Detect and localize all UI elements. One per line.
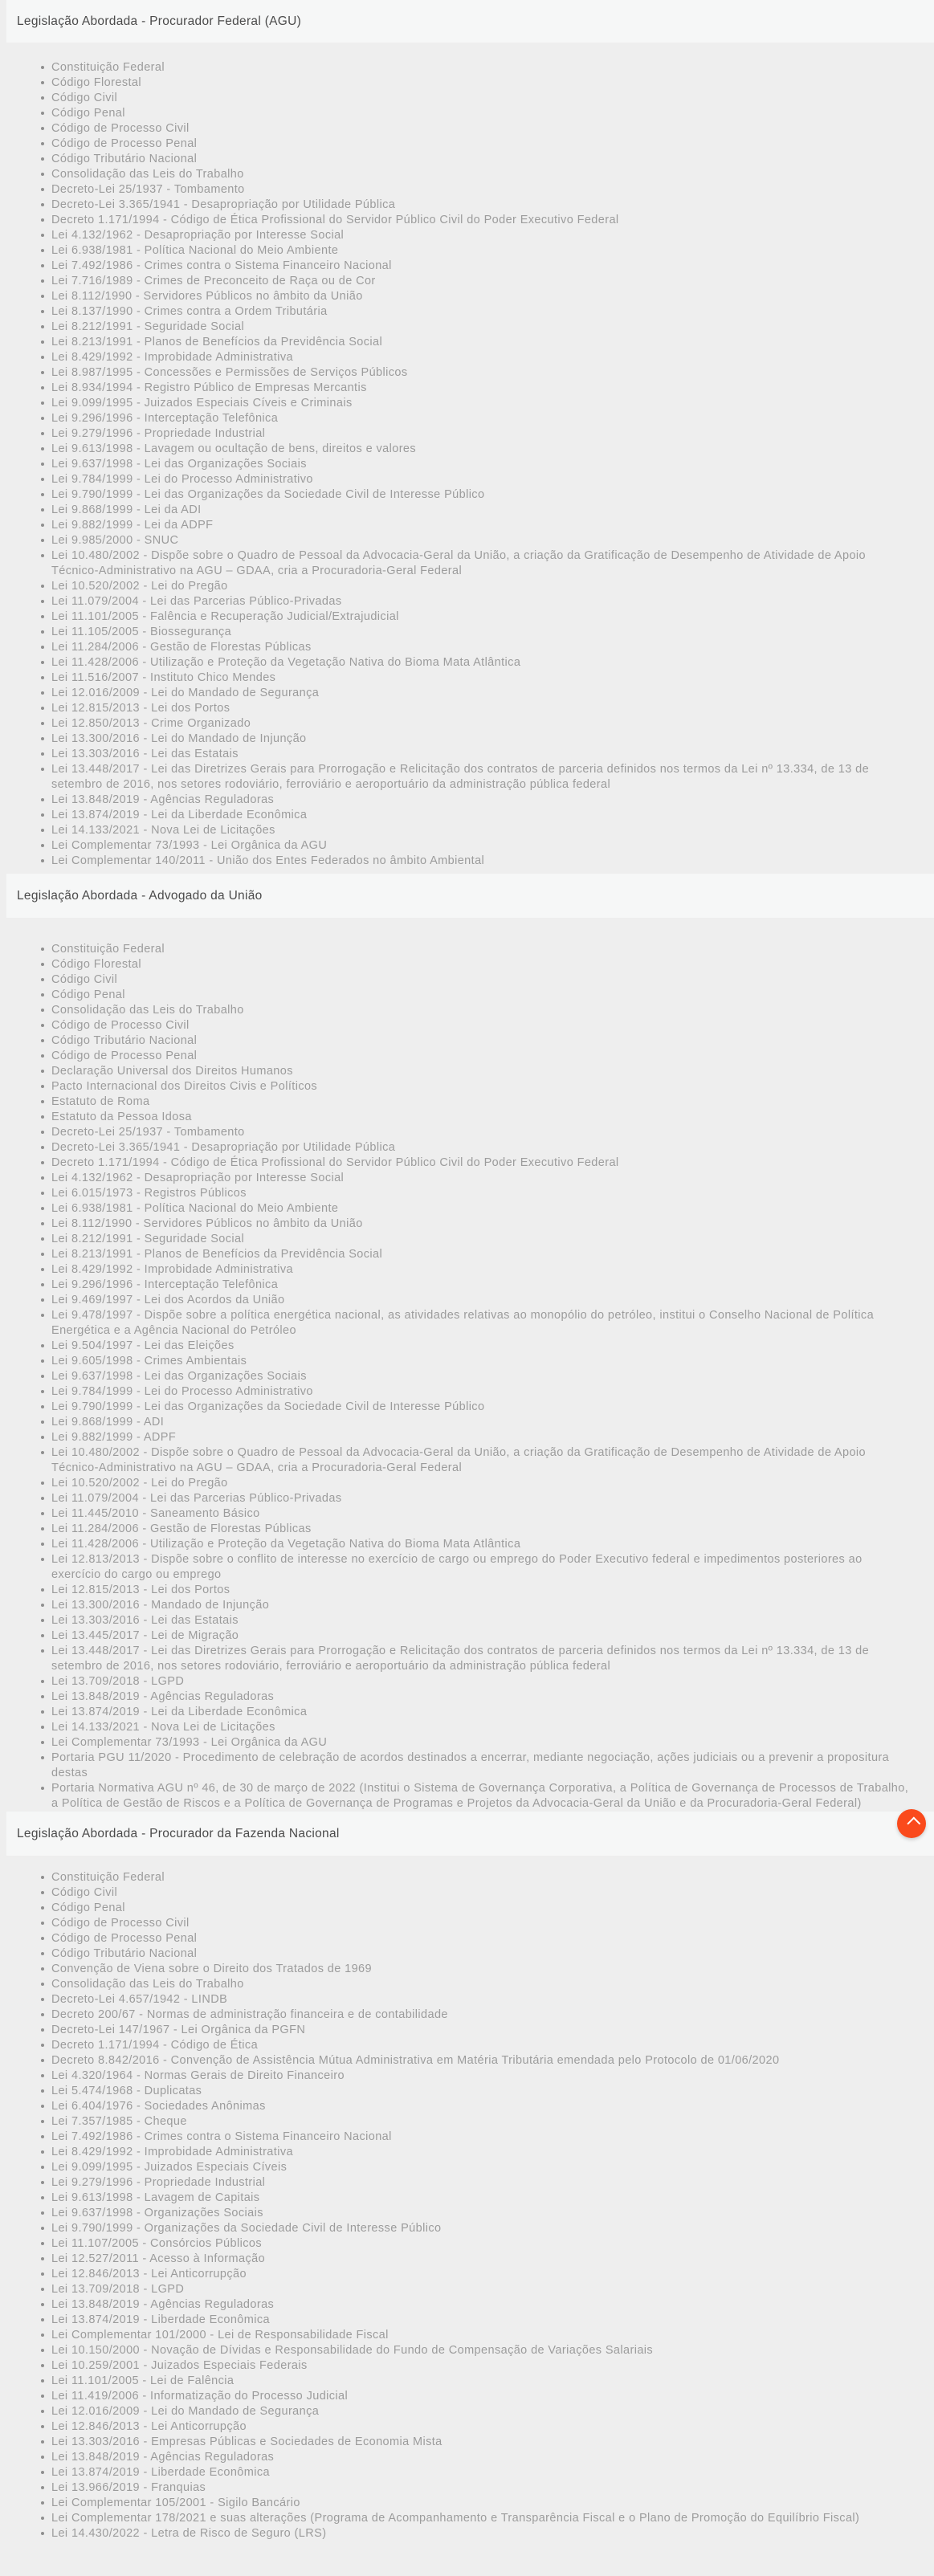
- law-list-item: Lei 13.445/2017 - Lei de Migração: [51, 1628, 912, 1644]
- law-list-item: Lei Complementar 73/1993 - Lei Orgânica da AGU: [51, 838, 912, 854]
- law-list-item: Lei 9.504/1997 - Lei das Eleições: [51, 1339, 912, 1354]
- law-list-advogado-da-uniao: [0, 918, 934, 1812]
- law-list-item: Lei 11.079/2004 - Lei das Parcerias Público-Privadas: [51, 1491, 912, 1506]
- law-list-item: Lei 11.445/2010 - Saneamento Básico: [51, 1506, 912, 1522]
- law-list-item: Lei 10.150/2000 - Novação de Dívidas e Responsabilidade do Fundo de Compensação de Variações Salariais: [51, 2343, 912, 2358]
- section-header-procurador-federal-agu[interactable]: [6, 0, 934, 43]
- law-list-item: Declaração Universal dos Direitos Humanos: [51, 1064, 912, 1079]
- law-list-item: Lei 13.709/2018 - LGPD: [51, 1674, 912, 1689]
- law-list-item: Lei 11.284/2006 - Gestão de Florestas Públicas: [51, 640, 912, 655]
- law-list-item: Código de Processo Civil: [51, 1916, 912, 1931]
- law-list-item: Pacto Internacional dos Direitos Civis e Políticos: [51, 1079, 912, 1094]
- law-list-item: Lei 9.296/1996 - Interceptação Telefônica: [51, 411, 912, 426]
- law-list-item: Código Florestal: [51, 75, 912, 91]
- law-list-item: Lei 13.303/2016 - Empresas Públicas e Sociedades de Economia Mista: [51, 2435, 912, 2450]
- scroll-to-top-button[interactable]: [897, 1809, 926, 1838]
- law-list-item: Lei 11.101/2005 - Falência e Recuperação Judicial/Extrajudicial: [51, 609, 912, 625]
- law-list-item: Código Civil: [51, 972, 912, 988]
- law-list-item: Lei 12.813/2013 - Dispõe sobre o conflito de interesse no exercício de cargo ou emprego do Poder Executivo federal e impedimentos posteriores ao exercício do cargo ou emprego: [51, 1552, 912, 1583]
- law-list-procurador-federal-agu: [0, 43, 934, 874]
- law-list-item: Decreto-Lei 147/1967 - Lei Orgânica da PGFN: [51, 2023, 912, 2038]
- law-list-item: Lei 9.637/1998 - Lei das Organizações Sociais: [51, 457, 912, 472]
- law-list-item: Lei 6.938/1981 - Política Nacional do Meio Ambiente: [51, 243, 912, 259]
- law-list-item: Código Penal: [51, 1901, 912, 1916]
- law-list-item: Lei 13.303/2016 - Lei das Estatais: [51, 1613, 912, 1628]
- law-list-item: Lei 9.985/2000 - SNUC: [51, 533, 912, 548]
- law-list-item: Lei 10.259/2001 - Juizados Especiais Federais: [51, 2358, 912, 2374]
- law-list-item: Lei 9.099/1995 - Juizados Especiais Cíveis: [51, 2160, 912, 2175]
- law-list-item: Lei 12.846/2013 - Lei Anticorrupção: [51, 2419, 912, 2435]
- law-list-item: Consolidação das Leis do Trabalho: [51, 1003, 912, 1018]
- law-list-item: Decreto 1.171/1994 - Código de Ética Profissional do Servidor Público Civil do Poder Executivo Federal: [51, 1156, 912, 1171]
- law-list-item: Código de Processo Civil: [51, 121, 912, 137]
- law-list-item: Código Civil: [51, 1885, 912, 1901]
- law-list-item: Lei 10.520/2002 - Lei do Pregão: [51, 1476, 912, 1491]
- law-list-item: Portaria Normativa AGU nº 46, de 30 de março de 2022 (Institui o Sistema de Governança Corporativa, a Política de Governança de Processos de Trabalho, a Política de Gestão de Riscos e a Política de Governança de Programas e Projetos da Advocacia-Geral da União e da Procuradoria-Geral Federal): [51, 1781, 912, 1812]
- law-list-item: Código Florestal: [51, 957, 912, 972]
- law-list-item: Constituição Federal: [51, 1870, 912, 1885]
- law-list-item: Lei 9.784/1999 - Lei do Processo Administrativo: [51, 1384, 912, 1400]
- law-list-item: Lei 11.428/2006 - Utilização e Proteção da Vegetação Nativa do Bioma Mata Atlântica: [51, 1537, 912, 1552]
- law-list-item: Lei 8.213/1991 - Planos de Benefícios da Previdência Social: [51, 1247, 912, 1262]
- law-list-item: Lei 8.934/1994 - Registro Público de Empresas Mercantis: [51, 381, 912, 396]
- law-list-item: Lei 9.099/1995 - Juizados Especiais Cíveis e Criminais: [51, 396, 912, 411]
- section-advogado-da-uniao: [0, 874, 934, 1812]
- law-list-item: Lei 6.938/1981 - Política Nacional do Meio Ambiente: [51, 1201, 912, 1217]
- law-list-item: Código de Processo Civil: [51, 1018, 912, 1033]
- law-list-item: Decreto-Lei 25/1937 - Tombamento: [51, 182, 912, 198]
- section-title: Legislação Abordada - Advogado da União: [17, 888, 263, 903]
- section-header-advogado-da-uniao[interactable]: [6, 874, 934, 918]
- law-list-item: Lei 9.637/1998 - Organizações Sociais: [51, 2206, 912, 2221]
- law-list-item: Lei 12.016/2009 - Lei do Mandado de Segurança: [51, 686, 912, 701]
- law-list-item: Convenção de Viena sobre o Direito dos Tratados de 1969: [51, 1962, 912, 1977]
- law-list-item: Lei 13.303/2016 - Lei das Estatais: [51, 747, 912, 762]
- law-list-item: Lei 10.480/2002 - Dispõe sobre o Quadro de Pessoal da Advocacia-Geral da União, a criação da Gratificação de Desempenho de Atividade de Apoio Técnico-Administrativo na AGU – GDAA, cria a Procuradoria-Geral Federal: [51, 548, 912, 579]
- law-list-item: Lei 11.284/2006 - Gestão de Florestas Públicas: [51, 1522, 912, 1537]
- law-list-item: Lei 8.987/1995 - Concessões e Permissões de Serviços Públicos: [51, 365, 912, 381]
- law-list-item: Lei 12.016/2009 - Lei do Mandado de Segurança: [51, 2404, 912, 2419]
- section-title: Legislação Abordada - Procurador Federal (AGU): [17, 14, 302, 28]
- law-list-item: Lei 9.469/1997 - Lei dos Acordos da União: [51, 1293, 912, 1308]
- law-list-item: Lei 13.874/2019 - Lei da Liberdade Econômica: [51, 1705, 912, 1720]
- law-list-item: Lei 9.478/1997 - Dispõe sobre a política energética nacional, as atividades relativas ao monopólio do petróleo, institui o Conselho Nacional de Política Energética e a Agência Nacional do Petróleo: [51, 1308, 912, 1339]
- law-list-item: Lei 13.848/2019 - Agências Reguladoras: [51, 1689, 912, 1705]
- law-list-item: Código Tributário Nacional: [51, 1946, 912, 1962]
- law-list-item: Lei 9.605/1998 - Crimes Ambientais: [51, 1354, 912, 1369]
- law-list-item: Estatuto da Pessoa Idosa: [51, 1110, 912, 1125]
- law-list-item: Decreto-Lei 3.365/1941 - Desapropriação por Utilidade Pública: [51, 198, 912, 213]
- law-list-item: Código Tributário Nacional: [51, 1033, 912, 1049]
- law-list-item: Código de Processo Penal: [51, 1049, 912, 1064]
- law-list-item: Lei 9.279/1996 - Propriedade Industrial: [51, 426, 912, 442]
- law-list-item: Lei 13.848/2019 - Agências Reguladoras: [51, 2297, 912, 2313]
- law-list-item: Lei Complementar 101/2000 - Lei de Responsabilidade Fiscal: [51, 2328, 912, 2343]
- law-list-item: Lei 9.790/1999 - Lei das Organizações da Sociedade Civil de Interesse Público: [51, 1400, 912, 1415]
- law-list-item: Decreto 1.171/1994 - Código de Ética: [51, 2038, 912, 2053]
- law-list-item: Lei 12.527/2011 - Acesso à Informação: [51, 2252, 912, 2267]
- law-list-item: Lei 10.520/2002 - Lei do Pregão: [51, 579, 912, 594]
- law-list-item: Lei 4.132/1962 - Desapropriação por Interesse Social: [51, 1171, 912, 1186]
- section-procurador-federal-agu: [0, 0, 934, 874]
- law-list-item: Código de Processo Penal: [51, 1931, 912, 1946]
- law-list-item: Lei 11.107/2005 - Consórcios Públicos: [51, 2236, 912, 2252]
- law-list-item: Lei 11.428/2006 - Utilização e Proteção da Vegetação Nativa do Bioma Mata Atlântica: [51, 655, 912, 670]
- law-list-item: Lei 13.300/2016 - Lei do Mandado de Injunção: [51, 732, 912, 747]
- law-list-item: Lei 13.848/2019 - Agências Reguladoras: [51, 793, 912, 808]
- law-list-item: Lei 8.212/1991 - Seguridade Social: [51, 1232, 912, 1247]
- law-list-item: Código de Processo Penal: [51, 137, 912, 152]
- law-list-item: Lei 8.212/1991 - Seguridade Social: [51, 320, 912, 335]
- law-list-item: Lei 11.079/2004 - Lei das Parcerias Público-Privadas: [51, 594, 912, 609]
- law-list-item: Lei 11.105/2005 - Biossegurança: [51, 625, 912, 640]
- section-procurador-da-fazenda-nacional: [0, 1812, 934, 2545]
- law-list-procurador-da-fazenda-nacional: [0, 1856, 934, 2545]
- law-list-item: Lei 8.137/1990 - Crimes contra a Ordem Tributária: [51, 304, 912, 320]
- law-list-item: Lei 9.613/1998 - Lavagem de Capitais: [51, 2191, 912, 2206]
- chevron-up-icon: [907, 1817, 920, 1831]
- law-list-item: Lei 7.492/1986 - Crimes contra o Sistema Financeiro Nacional: [51, 2130, 912, 2145]
- law-list-item: Lei 9.882/1999 - Lei da ADPF: [51, 518, 912, 533]
- law-list-item: Constituição Federal: [51, 942, 912, 957]
- law-list-item: Código Penal: [51, 988, 912, 1003]
- law-list-item: Lei 7.492/1986 - Crimes contra o Sistema Financeiro Nacional: [51, 259, 912, 274]
- law-list-item: Decreto 1.171/1994 - Código de Ética Profissional do Servidor Público Civil do Poder Executivo Federal: [51, 213, 912, 228]
- law-list-item: Lei 12.815/2013 - Lei dos Portos: [51, 1583, 912, 1598]
- law-list-item: Lei 6.404/1976 - Sociedades Anônimas: [51, 2099, 912, 2114]
- law-list-item: Lei 7.716/1989 - Crimes de Preconceito de Raça ou de Cor: [51, 274, 912, 289]
- law-list-item: Lei 9.790/1999 - Organizações da Sociedade Civil de Interesse Público: [51, 2221, 912, 2236]
- law-list-item: Lei 13.448/2017 - Lei das Diretrizes Gerais para Prorrogação e Relicitação dos contratos de parceria definidos nos termos da Lei nº 13.334, de 13 de setembro de 2016, nos setores rodoviário, ferroviário e aeroportuário da administração pública federal: [51, 762, 912, 793]
- law-list-item: Consolidação das Leis do Trabalho: [51, 167, 912, 182]
- law-list-item: Lei 9.296/1996 - Interceptação Telefônica: [51, 1278, 912, 1293]
- law-list-item: Lei 9.882/1999 - ADPF: [51, 1430, 912, 1445]
- law-list-item: Lei 13.874/2019 - Liberdade Econômica: [51, 2313, 912, 2328]
- law-list-item: Lei 10.480/2002 - Dispõe sobre o Quadro de Pessoal da Advocacia-Geral da União, a criação da Gratificação de Desempenho de Atividade de Apoio Técnico-Administrativo na AGU – GDAA, cria a Procuradoria-Geral Federal: [51, 1445, 912, 1476]
- law-list-item: Lei 12.846/2013 - Lei Anticorrupção: [51, 2267, 912, 2282]
- law-list-item: Lei 13.709/2018 - LGPD: [51, 2282, 912, 2297]
- law-list-item: Lei 8.112/1990 - Servidores Públicos no âmbito da União: [51, 1217, 912, 1232]
- law-list-item: Lei 6.015/1973 - Registros Públicos: [51, 1186, 912, 1201]
- law-list-item: Lei 8.429/1992 - Improbidade Administrativa: [51, 2145, 912, 2160]
- law-list-item: Estatuto de Roma: [51, 1094, 912, 1110]
- law-list-item: Consolidação das Leis do Trabalho: [51, 1977, 912, 1992]
- section-header-procurador-da-fazenda-nacional[interactable]: [6, 1812, 934, 1856]
- law-list-item: Lei 9.868/1999 - ADI: [51, 1415, 912, 1430]
- law-list-item: Lei Complementar 178/2021 e suas alterações (Programa de Acompanhamento e Transparência Fiscal e o Plano de Promoção do Equilíbrio Fiscal): [51, 2511, 912, 2526]
- law-list-item: Código Civil: [51, 91, 912, 106]
- law-list-item: Lei 13.300/2016 - Mandado de Injunção: [51, 1598, 912, 1613]
- law-list-item: Lei 14.133/2021 - Nova Lei de Licitações: [51, 1720, 912, 1735]
- law-list-item: Decreto-Lei 4.657/1942 - LINDB: [51, 1992, 912, 2007]
- law-list-item: Constituição Federal: [51, 60, 912, 75]
- law-list-item: Lei 13.848/2019 - Agências Reguladoras: [51, 2450, 912, 2465]
- law-list-item: Lei 8.429/1992 - Improbidade Administrativa: [51, 350, 912, 365]
- law-list-item: Lei 4.132/1962 - Desapropriação por Interesse Social: [51, 228, 912, 243]
- law-list-item: Lei 12.850/2013 - Crime Organizado: [51, 716, 912, 732]
- law-list-item: Decreto-Lei 25/1937 - Tombamento: [51, 1125, 912, 1140]
- law-list-item: Lei Complementar 73/1993 - Lei Orgânica da AGU: [51, 1735, 912, 1751]
- law-list-item: Lei 14.430/2022 - Letra de Risco de Seguro (LRS): [51, 2526, 912, 2541]
- law-list-item: Lei Complementar 140/2011 - União dos Entes Federados no âmbito Ambiental: [51, 854, 912, 869]
- law-list-item: Lei 11.101/2005 - Lei de Falência: [51, 2374, 912, 2389]
- law-list-item: Decreto 8.842/2016 - Convenção de Assistência Mútua Administrativa em Matéria Tributária emendada pelo Protocolo de 01/06/2020: [51, 2053, 912, 2069]
- law-list-item: Lei 5.474/1968 - Duplicatas: [51, 2084, 912, 2099]
- law-list-item: Lei 13.874/2019 - Lei da Liberdade Econômica: [51, 808, 912, 823]
- law-list-item: Lei 13.448/2017 - Lei das Diretrizes Gerais para Prorrogação e Relicitação dos contratos de parceria definidos nos termos da Lei nº 13.334, de 13 de setembro de 2016, nos setores rodoviário, ferroviário e aeroportuário da administração pública federal: [51, 1644, 912, 1674]
- law-list-item: Lei 13.966/2019 - Franquias: [51, 2480, 912, 2496]
- law-list-item: Lei 11.516/2007 - Instituto Chico Mendes: [51, 670, 912, 686]
- law-list-item: Lei 7.357/1985 - Cheque: [51, 2114, 912, 2130]
- law-list-item: Lei 8.429/1992 - Improbidade Administrativa: [51, 1262, 912, 1278]
- law-list-item: Decreto-Lei 3.365/1941 - Desapropriação por Utilidade Pública: [51, 1140, 912, 1156]
- law-list-item: Lei 9.868/1999 - Lei da ADI: [51, 503, 912, 518]
- law-list-item: Lei 9.637/1998 - Lei das Organizações Sociais: [51, 1369, 912, 1384]
- law-list-item: Código Tributário Nacional: [51, 152, 912, 167]
- law-list-item: Lei 8.112/1990 - Servidores Públicos no âmbito da União: [51, 289, 912, 304]
- law-list-item: Código Penal: [51, 106, 912, 121]
- law-list-item: Lei 9.613/1998 - Lavagem ou ocultação de bens, direitos e valores: [51, 442, 912, 457]
- law-list-item: Lei 12.815/2013 - Lei dos Portos: [51, 701, 912, 716]
- law-list-item: Lei 11.419/2006 - Informatização do Processo Judicial: [51, 2389, 912, 2404]
- law-list-item: Lei 9.784/1999 - Lei do Processo Administrativo: [51, 472, 912, 487]
- law-list-item: Lei 14.133/2021 - Nova Lei de Licitações: [51, 823, 912, 838]
- law-list-item: Portaria PGU 11/2020 - Procedimento de celebração de acordos destinados a encerrar, mediante negociação, ações judiciais ou a prevenir a propositura destas: [51, 1751, 912, 1781]
- law-list-item: Decreto 200/67 - Normas de administração financeira e de contabilidade: [51, 2007, 912, 2023]
- law-list-item: Lei 13.874/2019 - Liberdade Econômica: [51, 2465, 912, 2480]
- section-title: Legislação Abordada - Procurador da Fazenda Nacional: [17, 1826, 340, 1840]
- law-list-item: Lei Complementar 105/2001 - Sigilo Bancário: [51, 2496, 912, 2511]
- law-list-item: Lei 4.320/1964 - Normas Gerais de Direito Financeiro: [51, 2069, 912, 2084]
- law-list-item: Lei 9.279/1996 - Propriedade Industrial: [51, 2175, 912, 2191]
- law-list-item: Lei 9.790/1999 - Lei das Organizações da Sociedade Civil de Interesse Público: [51, 487, 912, 503]
- law-list-item: Lei 8.213/1991 - Planos de Benefícios da Previdência Social: [51, 335, 912, 350]
